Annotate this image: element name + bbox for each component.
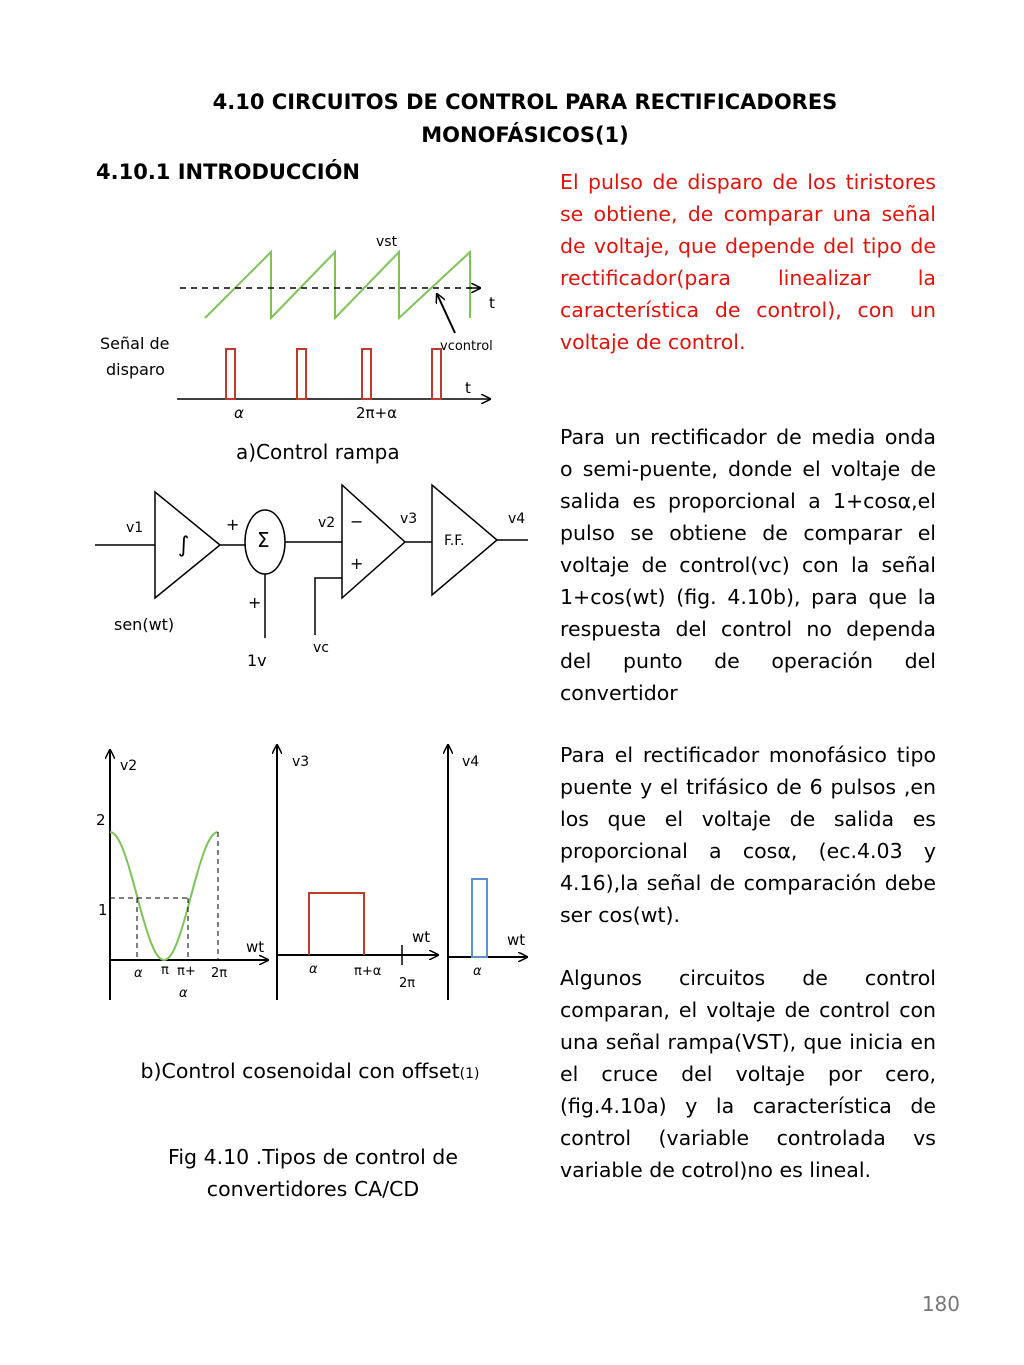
figure-caption-line-1: Fig 4.10 .Tipos de control de xyxy=(168,1145,458,1169)
paragraph-3-text: Para el rectificador monofásico tipo puente y el trifásico de 6 pulsos ,en los que el voltaje de salida es proporcional a cosα, (ec.4.03 y 4.16),la señal de comparación debe ser cos(wt). xyxy=(560,743,936,927)
paragraph-2-text: Para un rectificador de media onda o semi-puente, donde el voltaje de salida es proporcional a 1+cosα,el pulso se obtiene de comparar el voltaje de control(vc) con la señal 1+cos(wt) (fig. 4.10b), para que la respuesta del control no dependa del punto de operación del convertidor xyxy=(560,425,936,705)
caption-b-ref: (1) xyxy=(459,1066,480,1082)
v3-graph-pi-alpha: π+α xyxy=(354,964,382,979)
caption-b-text: b)Control cosenoidal con offset xyxy=(140,1059,460,1083)
figure-caption xyxy=(110,1141,516,1205)
v2-graph-two-pi: 2π xyxy=(211,966,228,981)
vcontrol-label: vcontrol xyxy=(440,339,493,354)
v3-pulse xyxy=(309,893,364,955)
figure-caption-line-2: convertidores CA/CD xyxy=(206,1177,420,1201)
v3-label: v3 xyxy=(400,511,418,527)
caption-b xyxy=(110,1055,510,1090)
v4-pulse xyxy=(472,879,487,957)
v3-graph-two-pi: 2π xyxy=(399,976,416,991)
sen-wt-label: sen(wt) xyxy=(114,615,175,634)
v2-graph-one: 1 xyxy=(98,901,108,919)
v2-graph-ylabel: v2 xyxy=(120,758,138,774)
v2-label: v2 xyxy=(318,515,336,531)
v2-graph-wt: wt xyxy=(246,938,265,956)
v4-label: v4 xyxy=(508,511,526,527)
ff-label: F.F. xyxy=(444,533,465,549)
v4-graph-wt: wt xyxy=(507,931,526,949)
paragraph-red-text: El pulso de disparo de los tiristores se obtiene, de comparar una señal de voltaje, que depende del tipo de rectificador(para linealizar la característica de control), con un voltaje de control. xyxy=(560,170,936,354)
v3-graph-wt: wt xyxy=(412,928,431,946)
t-label-1: t xyxy=(489,294,495,312)
vst-label: vst xyxy=(376,234,398,250)
v3-graph-ylabel: v3 xyxy=(292,754,310,770)
v2-graph-two: 2 xyxy=(96,811,106,829)
title-line-2: MONOFÁSICOS(1) xyxy=(421,123,629,147)
v1-label: v1 xyxy=(126,520,144,536)
v4-graph-ylabel: v4 xyxy=(462,754,480,770)
plus-sign-1: + xyxy=(226,515,240,534)
one-v-label: 1v xyxy=(247,651,267,670)
t-label-2: t xyxy=(465,379,471,397)
v2-graph-pi: π xyxy=(161,963,169,978)
v2-graph-alpha: α xyxy=(134,966,143,981)
title-line-1: 4.10 CIRCUITOS DE CONTROL PARA RECTIFICADORES xyxy=(212,90,838,114)
plus-sign-3: + xyxy=(350,554,364,573)
page-number: 180 xyxy=(921,1292,960,1316)
v2-cosine-wave xyxy=(110,832,218,960)
two-pi-alpha-label: 2π+α xyxy=(356,404,398,422)
integrator-symbol: ∫ xyxy=(178,533,190,558)
vc-label: vc xyxy=(313,640,329,656)
v2-graph-alpha-2: α xyxy=(179,986,188,1001)
plus-sign-2: + xyxy=(248,593,262,612)
senal-label-1: Señal de xyxy=(100,334,170,353)
v4-graph-alpha: α xyxy=(473,964,482,979)
caption-a: a)Control rampa xyxy=(236,440,400,464)
senal-label-2: disparo xyxy=(106,360,165,379)
subsection-title: 4.10.1 INTRODUCCIÓN xyxy=(96,160,360,184)
paragraph-4-text: Algunos circuitos de control comparan, el voltaje de control con una señal rampa(VST), que inicia en el cruce del voltaje por cero, (fig.4.10a) y la característica de control (variable controlada vs variable de cotrol)no es lineal. xyxy=(560,966,936,1182)
sigma-symbol: Σ xyxy=(257,528,270,552)
v3-graph-alpha: α xyxy=(309,962,318,977)
minus-sign: − xyxy=(350,512,364,531)
v2-graph-pi-plus: π+ xyxy=(177,964,196,979)
alpha-label: α xyxy=(234,404,244,422)
